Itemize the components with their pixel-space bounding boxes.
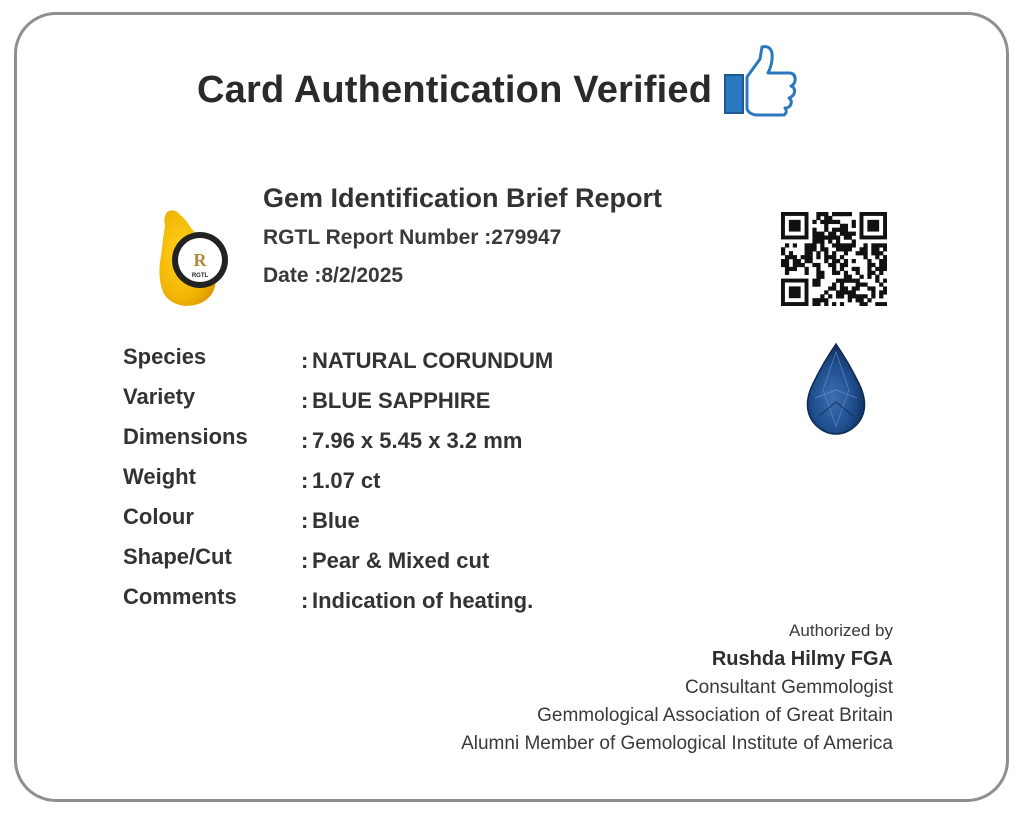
authorization-block: [461, 621, 893, 761]
logo-letter: R: [193, 250, 207, 270]
blue-sapphire-image: [803, 342, 869, 441]
thumbs-up-icon: [722, 45, 798, 122]
spec-value: Pear & Mixed cut: [312, 548, 490, 573]
spec-colon: :: [301, 508, 309, 533]
authorizer-affiliation: Gemmological Association of Great Britain: [537, 705, 893, 726]
rgtl-logo: [155, 208, 235, 313]
spec-value: NATURAL CORUNDUM: [312, 348, 554, 373]
report-card: [14, 12, 1009, 802]
title-row: [197, 59, 798, 122]
spec-value: Blue: [312, 508, 360, 533]
report-title: Gem Identification Brief Report: [263, 183, 663, 213]
authorizer-membership: Alumni Member of Gemological Institute of America: [461, 733, 893, 754]
qr-code: [781, 212, 887, 311]
spec-label: Dimensions: [123, 424, 248, 449]
page-title: Card Authentication Verified: [197, 69, 713, 111]
report-header: [263, 183, 662, 302]
spec-label: Colour: [123, 504, 194, 529]
spec-colon: :: [301, 468, 309, 493]
spec-label: Shape/Cut: [123, 544, 232, 569]
spec-colon: :: [301, 428, 309, 453]
authorizer-title: Consultant Gemmologist: [684, 677, 893, 698]
spec-colon: :: [301, 588, 309, 613]
spec-colon: :: [301, 548, 309, 573]
spec-label: Species: [123, 344, 207, 369]
authorizer-name: Rushda Hilmy FGA: [711, 648, 893, 670]
spec-value: 7.96 x 5.45 x 3.2 mm: [312, 428, 523, 453]
spec-value: Indication of heating.: [312, 588, 534, 613]
report-date: Date :8/2/2025: [263, 264, 404, 287]
spec-value: 1.07 ct: [312, 468, 381, 493]
spec-label: Weight: [123, 464, 196, 489]
authorized-by-label: Authorized by: [789, 621, 893, 640]
report-number: RGTL Report Number :279947: [263, 226, 562, 249]
spec-colon: :: [301, 388, 309, 413]
spec-label: Variety: [123, 384, 196, 409]
spec-colon: :: [301, 348, 309, 373]
spec-label: Comments: [123, 584, 237, 609]
spec-value: BLUE SAPPHIRE: [312, 388, 491, 413]
logo-acronym: RGTL: [191, 273, 209, 279]
